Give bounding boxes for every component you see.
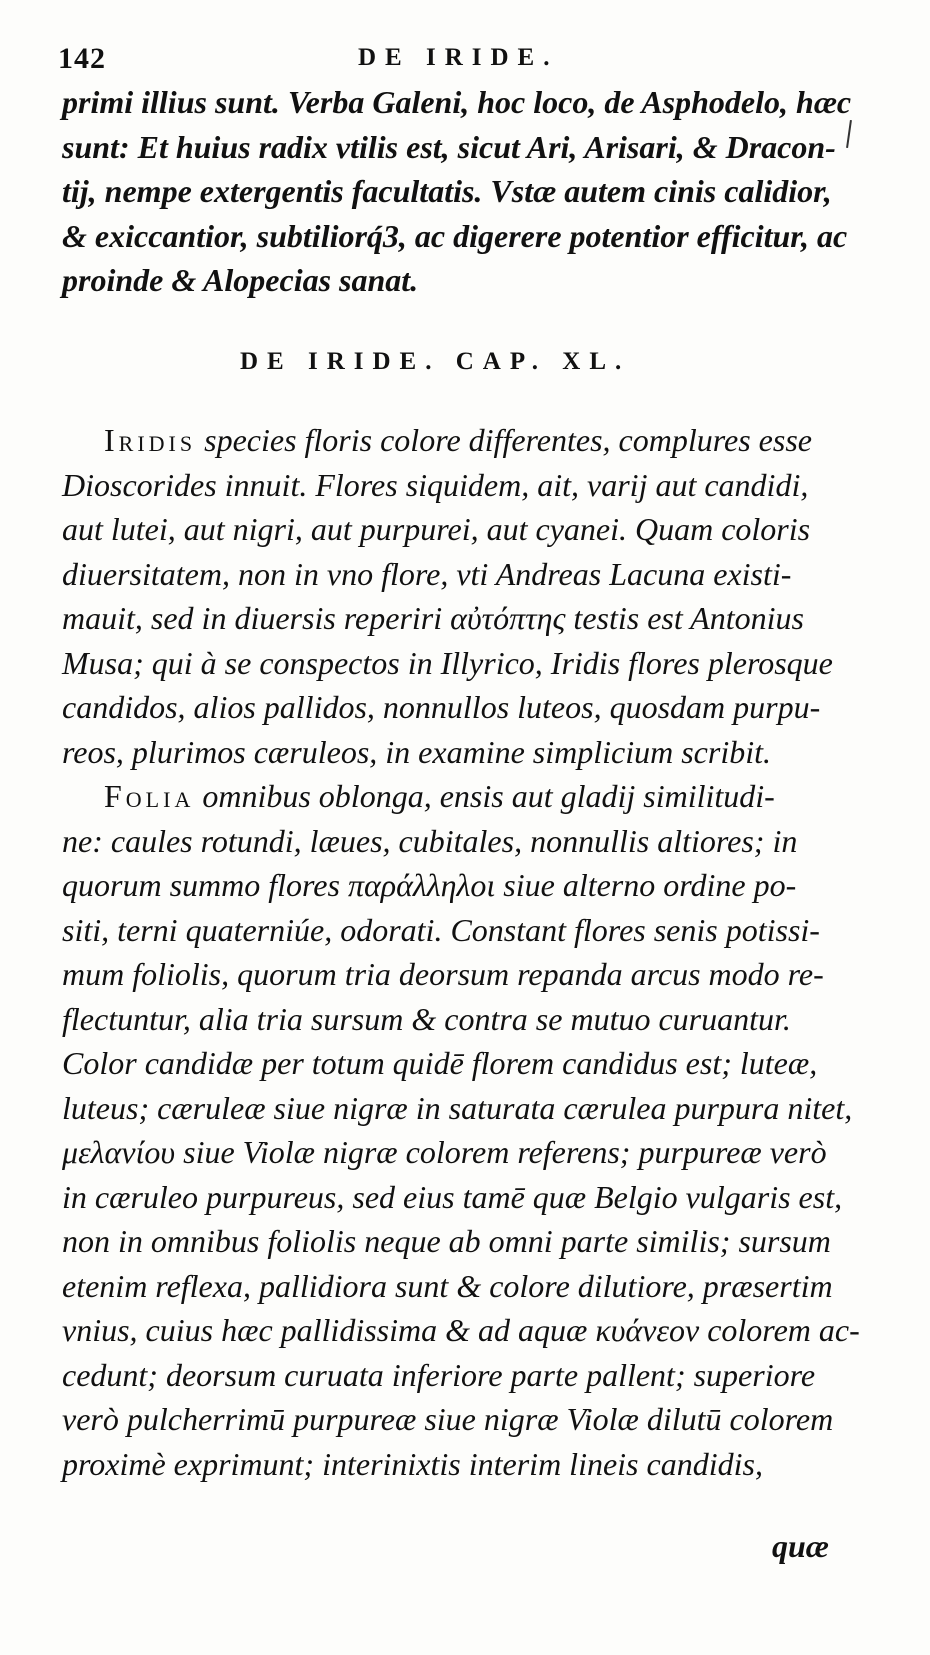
text-line: & exiccantior, subtiliorq́3, ac digerere potentior efficitur, ac — [62, 217, 848, 254]
text-line: non in omnibus foliolis neque ab omni parte similis; sursum — [62, 1223, 831, 1259]
chapter-text — [62, 418, 862, 1486]
text-line: mauit, sed in diuersis reperiri αὐτόπτης testis est Antonius — [62, 600, 804, 636]
text-line: etenim reflexa, pallidiora sunt & colore dilutiore, præsertim — [62, 1267, 833, 1304]
text-line: Musa; qui à se conspectos in Illyrico, Iridis flores plerosque — [62, 644, 833, 681]
text-line: cedunt; deorsum curuata inferiore parte pallent; superiore — [62, 1356, 816, 1393]
intro-paragraph — [62, 80, 862, 303]
text-line: primi illius sunt. Verba Galeni, hoc loco, de Asphodelo, hæc — [62, 84, 852, 120]
text-line: quorum summo flores παράλληλοι siue alterno ordine po- — [62, 867, 797, 903]
text-line: mum foliolis, quorum tria deorsum repanda arcus modo re- — [62, 956, 824, 992]
text-line: reos, plurimos cæruleos, in examine simplicium scribit. — [62, 733, 771, 770]
folia-lead-word: Folia — [104, 778, 195, 814]
text-line: flectuntur, alia tria sursum & contra se mutuo curuantur. — [62, 1000, 791, 1037]
text-line: sunt: Et huius radix vtilis est, sicut Ari, Arisari, & Dracon- — [62, 128, 836, 165]
text-line: μελανίου siue Violæ nigræ colorem referens; purpureæ verò — [62, 1134, 827, 1170]
paragraph-first-line — [62, 774, 862, 819]
iridis-lead-word: Iridis — [104, 422, 197, 458]
text-line: aut lutei, aut nigri, aut purpurei, aut cyanei. Quam coloris — [62, 511, 811, 547]
paragraph-first-line — [62, 418, 862, 463]
text-line: Color candidæ per totum quidē florem candidus est; luteæ, — [62, 1045, 818, 1081]
text-line: proximè exprimunt; interinixtis interim lineis candidis, — [62, 1445, 763, 1482]
page-header — [58, 42, 858, 82]
text-line: proinde & Alopecias sanat. — [62, 262, 419, 298]
catchword: quæ — [772, 1528, 829, 1564]
text-line: verò pulcherrimū purpureæ siue nigræ Violæ dilutū colorem — [62, 1401, 834, 1437]
text-line: candidos, alios pallidos, nonnullos luteos, quosdam purpu- — [62, 689, 821, 725]
text-line: diuersitatem, non in vno flore, vti Andreas Lacuna existi- — [62, 555, 792, 592]
text-line: siti, terni quaterniúe, odorati. Constant flores senis potissi- — [62, 911, 820, 948]
text-line: in cæruleo purpureus, sed eius tamē quæ Belgio vulgaris est, — [62, 1178, 843, 1215]
page-number: 142 — [58, 42, 106, 75]
text-line: Dioscorides innuit. Flores siquidem, ait, varij aut candidi, — [62, 466, 809, 503]
text-line: luteus; cæruleæ siue nigræ in saturata cærulea purpura nitet, — [62, 1089, 853, 1126]
text-line: tij, nempe extergentis facultatis. Vstæ autem cinis calidior, — [62, 173, 832, 209]
text-line-rest: species floris colore differentes, complures esse — [196, 422, 812, 458]
chapter-heading: DE IRIDE. CAP. XL. — [240, 348, 631, 375]
running-head: DE IRIDE. — [358, 44, 559, 71]
text-line: ne: caules rotundi, læues, cubitales, nonnullis altiores; in — [62, 822, 798, 859]
text-line: vnius, cuius hæc pallidissima & ad aquæ κυάνεον colorem ac- — [62, 1312, 860, 1348]
text-line-rest: omnibus oblonga, ensis aut gladij similitudi- — [194, 778, 775, 814]
